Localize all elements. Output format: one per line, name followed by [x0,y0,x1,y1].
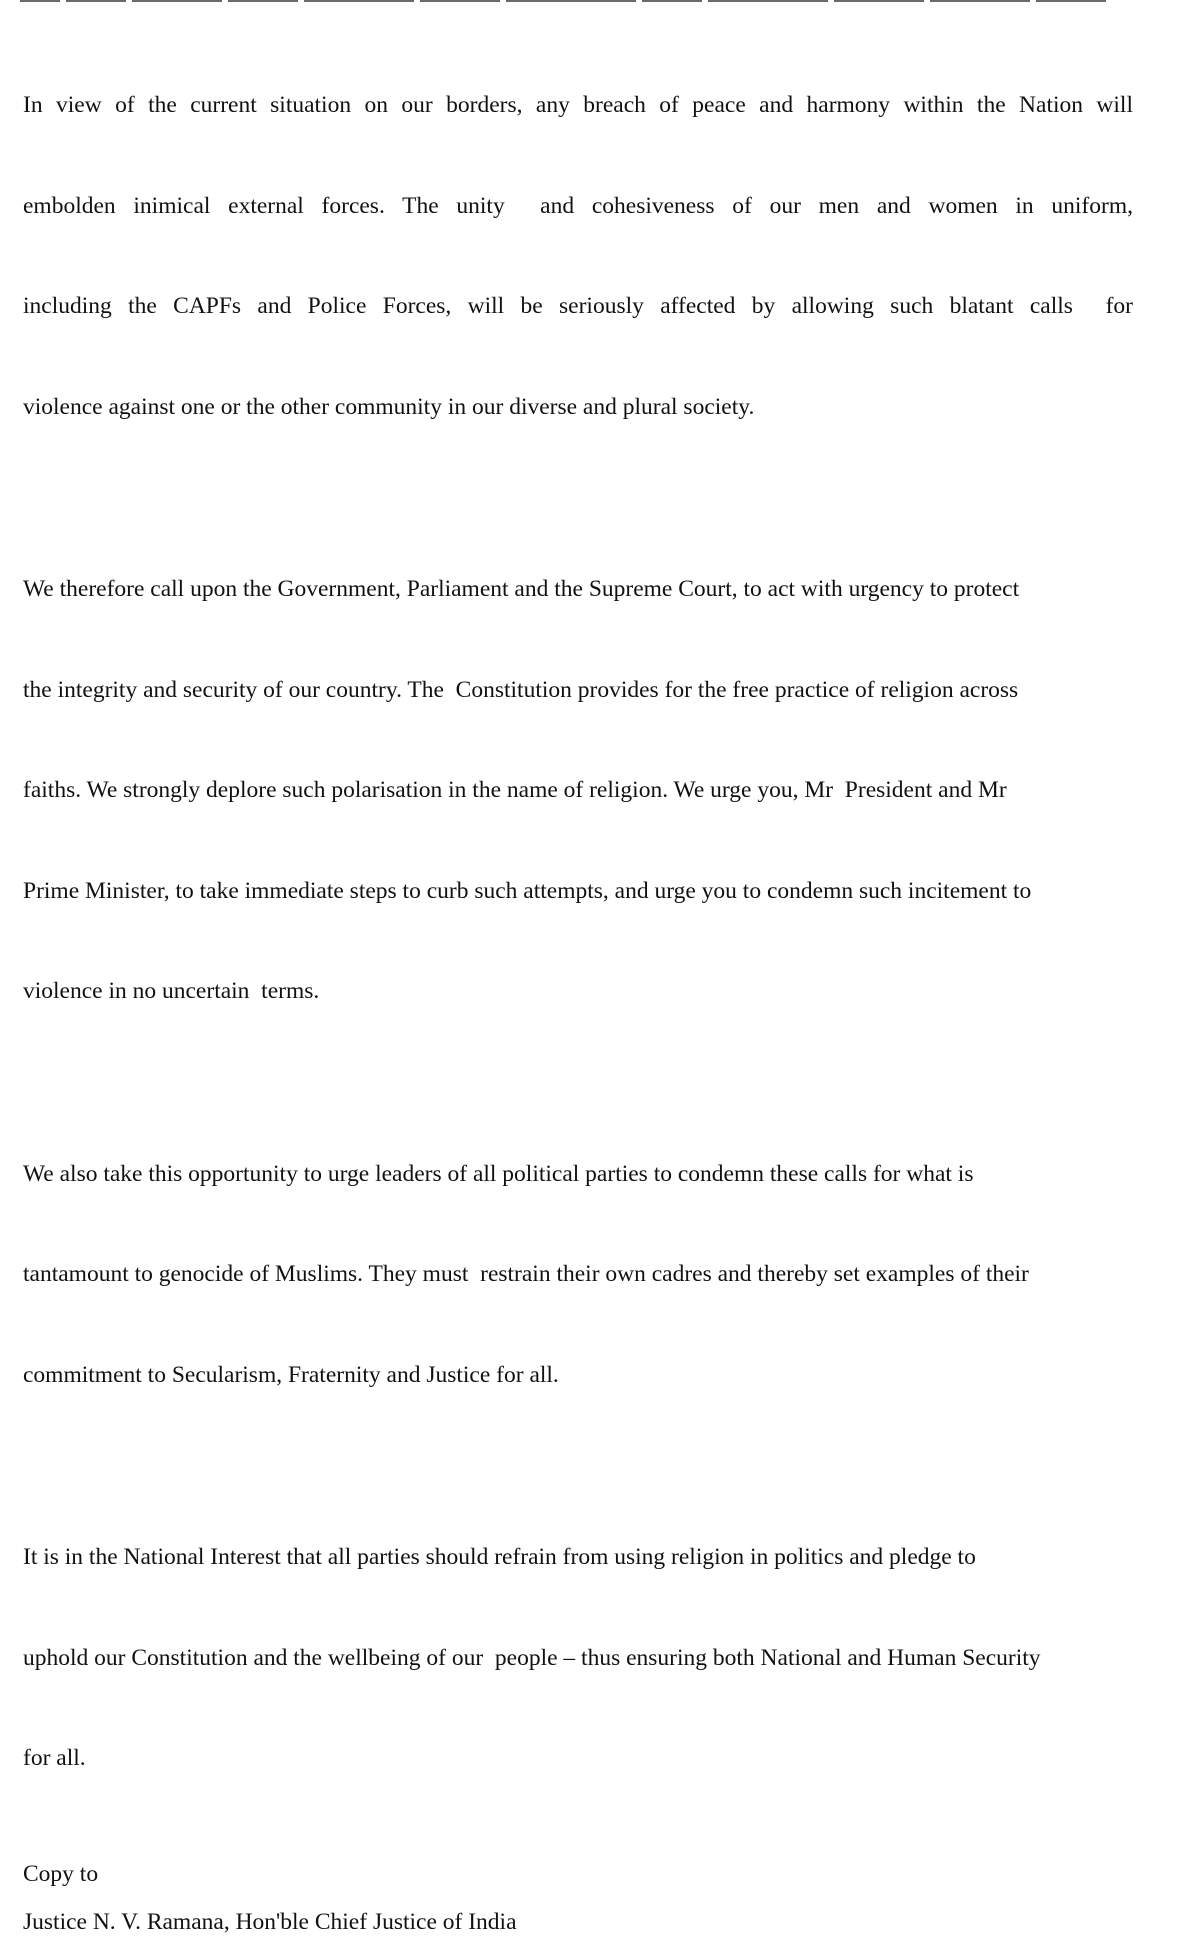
text-line: commitment to Secularism, Fraternity and Justice for all. [23,1361,559,1388]
paragraph-border-situation [23,22,1133,491]
text-line: Prime Minister, to take immediate steps to curb such attempts, and urge you to condemn such incitement to [23,877,1032,904]
letter-body [23,22,1133,1955]
paragraph-urge-political-parties [23,1091,1133,1460]
text-line: It is in the National Interest that all parties should refrain from using religion in politics and pledge to [23,1544,976,1570]
text-line: for all. [23,1745,86,1771]
paragraph-national-interest [23,1474,1133,1843]
text-line: faiths. We strongly deplore such polarisation in the name of religion. We urge you, Mr President and Mr [23,777,1007,803]
text-line: tantamount to genocide of Muslims. They must restrain their own cadres and thereby set examples of their [23,1261,1029,1287]
text-line: violence in no uncertain terms. [23,978,320,1004]
text-line: embolden inimical external forces. The unity and cohesiveness of our men and women in uniform, [23,192,1133,219]
text-line: the integrity and security of our country. The Constitution provides for the free practice of religion across [23,676,1019,703]
cropped-previous-line [20,0,1120,3]
text-line: We therefore call upon the Government, Parliament and the Supreme Court, to act with urgency to protect [23,576,1020,602]
text-line: including the CAPFs and Police Forces, will be seriously affected by allowing such blatant calls for [23,293,1133,319]
copy-to-label: Copy to [23,1860,99,1887]
text-line: In view of the current situation on our borders, any breach of peace and harmony within the Nation will [23,92,1133,118]
text-line: uphold our Constitution and the wellbeing of our people – thus ensuring both National and Human Security [23,1644,1041,1671]
paragraph-call-upon-government [23,506,1133,1076]
text-line: We also take this opportunity to urge leaders of all political parties to condemn these calls for what is [23,1160,974,1187]
copy-to-recipient: Justice N. V. Ramana, Hon'ble Chief Justice of India [23,1909,517,1935]
text-line: violence against one or the other community in our diverse and plural society. [23,393,755,420]
